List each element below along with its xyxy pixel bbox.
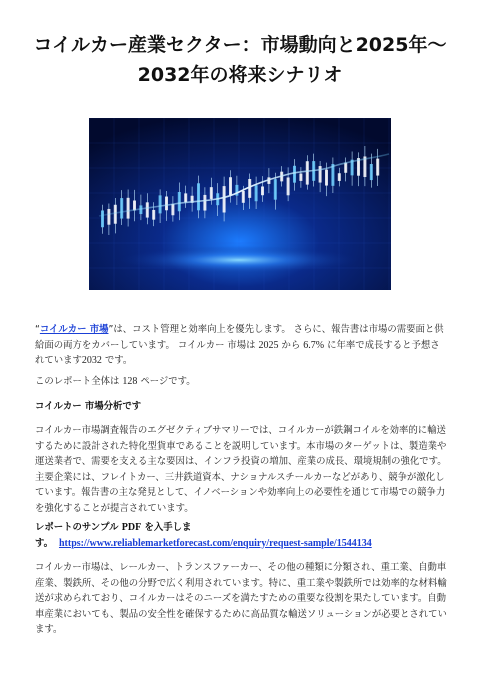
intro-text-2: から (278, 339, 304, 351)
hero-candle-body (376, 159, 379, 176)
hero-candle-body (344, 163, 347, 173)
hero-candle-body (165, 197, 168, 211)
intro-paragraph (35, 322, 447, 369)
hero-candle-body (242, 191, 245, 203)
hero-candle-body (287, 177, 290, 195)
hero-candle-body (203, 195, 206, 211)
analysis-paragraph: コイルカー市場調査報告のエグゼクティブサマリーでは、コイルカーが鉄鋼コイルを効率的に輸送するために設計された特化型貨車であることを説明しています。本市場のターゲットは、製造業や運送業者で、需要を支える主な要因は、インフラ投資の増加、産業の成長、環境規制の強化です。主要企業には、フレイトカー、三井鉄道資本、ナショナルスチールカーなどがあり、競争が激化しています。報告書の主な発見として、イノベーションや効率向上の必要性を通じて市場での競争力を強化することが提言されています。 (35, 425, 447, 514)
intro-text-4: です。 (101, 355, 133, 366)
page-count-suffix: ページです。 (137, 376, 196, 387)
hero-candle-body (338, 173, 341, 181)
hero-candle-body (261, 186, 264, 195)
analysis-heading: コイルカー 市場分析です (35, 401, 142, 412)
hero-candle-body (101, 210, 104, 227)
intro-year-start: 2025 (258, 339, 279, 351)
intro-text-3: に年率で成長すると予想されています (35, 339, 440, 366)
intro-cagr: 6.7% (303, 339, 325, 351)
hero-candle-body (152, 210, 155, 220)
hero-candle-body (274, 179, 277, 200)
sample-heading-c: す。 (35, 537, 53, 549)
hero-candle-body (248, 179, 251, 198)
hero-candle-body (229, 177, 232, 195)
hero-candle-body (184, 193, 187, 202)
hero-candle-body (127, 198, 130, 219)
sample-heading-pdf: PDF (121, 522, 142, 533)
hero-candle-body (159, 195, 162, 213)
hero-candle-body (107, 209, 110, 225)
hero-candle-body (114, 205, 117, 224)
hero-candle-body (178, 192, 181, 211)
intro-year-end: 2032 (81, 355, 102, 366)
document-title: コイルカー産業セクター：市場動向と2025年〜2032年の将来シナリオ (33, 34, 447, 86)
page-count-prefix: このレポート全体は (35, 376, 123, 387)
hero-candle-body (325, 170, 328, 186)
hero-candle-body (293, 166, 296, 183)
open-quote: “ (35, 324, 40, 335)
hero-candle-body (120, 198, 123, 218)
hero-candle-body (210, 187, 213, 199)
sample-paragraph (35, 520, 447, 551)
sample-heading-a: レポートのサンプル (35, 522, 122, 533)
hero-candle-body (223, 186, 226, 212)
hero-candle-body (146, 202, 149, 217)
hero-candle-body (299, 174, 302, 181)
page-count-value: 128 (122, 376, 138, 387)
market-link[interactable]: コイルカー 市場 (39, 324, 109, 335)
hero-candlestick-image (89, 118, 391, 290)
intro-text-1: は、コスト管理と効率向上を優先します。 さらに、報告書は市場の需要面と供給面の両方をカバーしています。 コイルカー 市場は (35, 324, 444, 351)
page-count-paragraph (35, 374, 447, 390)
hero-candle-body (197, 183, 200, 210)
hero-candle-body (370, 164, 373, 180)
hero-candle-body (306, 161, 309, 184)
hero-candle-body (319, 166, 322, 183)
sample-request-link[interactable]: https://www.reliablemarketforecast.com/enquiry/request-sample/1544134 (58, 537, 372, 549)
sample-heading-b: を入手しま (141, 522, 192, 533)
close-quote: ” (108, 324, 114, 335)
hero-candle-body (255, 185, 258, 201)
hero-candle-body (171, 204, 174, 215)
segments-paragraph: コイルカー市場は、レールカー、トランスファーカー、その他の種類に分類され、重工業、自動車産業、製鉄所、その他の分野で広く利用されています。特に、重工業や製鉄所では効率的な材料輸送が求められており、コイルカーはそのニーズを満たすための重要な役割を果たしています。自動車産業においても、製品の安全性を確保するために高品質な輸送ソリューションが必要とされています。 (35, 562, 447, 635)
